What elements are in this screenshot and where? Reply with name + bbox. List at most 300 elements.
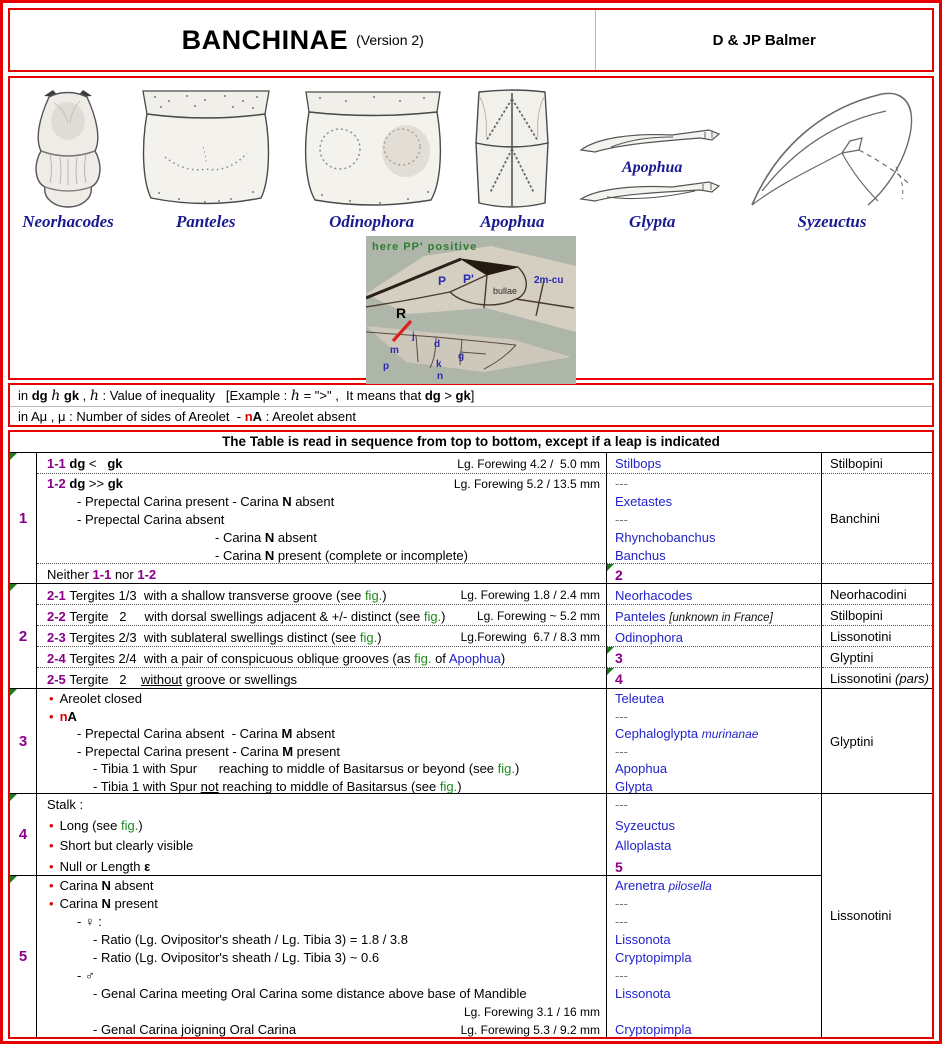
no-taxon-dash: --- [615, 708, 628, 724]
text: Stalk : [47, 797, 84, 812]
figure-syzeuctus [746, 89, 918, 232]
text: - Tibia 1 with Spur [93, 778, 201, 794]
bullet-icon: • [49, 858, 54, 874]
criteria-line [47, 931, 606, 949]
taxon-link[interactable]: Lissonota [615, 986, 671, 1001]
figure-row [10, 78, 932, 232]
taxa-line [615, 857, 821, 878]
taxa-line [615, 931, 821, 949]
criteria-line [47, 1003, 606, 1021]
taxa-line [615, 743, 821, 761]
text: ) [138, 817, 143, 833]
bullet-icon: • [49, 878, 54, 893]
comment-corner-marker [607, 647, 614, 654]
no-taxon-dash: --- [615, 512, 628, 527]
text: Tergites 2/3 with sublateral swellings distinct (see [69, 630, 360, 645]
text: : Value of inequality [Example : [98, 388, 291, 403]
criteria-cell [37, 667, 607, 688]
bullet-icon: • [49, 896, 54, 911]
text: - Ratio (Lg. Ovipositor's sheath / Lg. Tibia 3) = 1.8 / 3.8 [93, 932, 409, 947]
forewing-measure: Lg. Forewing 5.3 / 9.2 mm [460, 1023, 600, 1037]
taxa-cell [607, 473, 822, 563]
authors: D & JP Balmer [712, 31, 816, 49]
text: - Prepectal Carina present - Carina [77, 743, 283, 759]
vein-label-n: n [437, 371, 444, 382]
text: absent [110, 878, 154, 893]
key-number: 1-2 [47, 476, 70, 491]
text: - Prepectal Carina present - Carina [77, 494, 283, 509]
text: > [440, 388, 456, 403]
taxon-link[interactable]: Banchus [615, 548, 666, 563]
text: not [200, 778, 219, 794]
bullet-icon: • [49, 817, 54, 833]
forewing-measure: Lg. Forewing 4.2 / 5.0 mm [457, 457, 600, 471]
text: Tergites 2/4 with a pair of conspicuous oblique grooves (as [69, 651, 415, 666]
criteria-line [47, 669, 606, 690]
text: Glyptini [830, 649, 874, 665]
no-taxon-dash: --- [615, 743, 628, 759]
vein-label-2mcu: 2m-cu [534, 275, 564, 286]
comment-corner-marker [10, 689, 17, 696]
taxon-link[interactable]: Panteles [615, 609, 670, 624]
vein-label-p-prime: P' [463, 272, 474, 286]
tergite-drawing-icon [135, 89, 277, 211]
tribe-cell [822, 667, 932, 688]
text: A [67, 708, 77, 724]
text: dg [69, 476, 86, 491]
taxa-line [615, 708, 821, 726]
tribe-cell [822, 473, 932, 563]
fig-link[interactable]: fig. [359, 630, 378, 645]
taxon-link[interactable]: Stilbops [615, 456, 662, 471]
taxa-line [615, 895, 821, 913]
figure-label: Neorhacodes [22, 212, 114, 231]
criteria-line [47, 985, 606, 1003]
criteria-line [47, 493, 606, 511]
figure-label: Glypta [629, 212, 676, 231]
taxon-link[interactable]: Alloplasta [615, 838, 672, 853]
comment-corner-marker [10, 876, 17, 883]
notes-panel [8, 383, 934, 427]
criteria-cell [37, 625, 607, 646]
key-number: 2-4 [47, 651, 70, 666]
tribe-name [830, 511, 932, 526]
taxa-line [615, 493, 821, 511]
key-number: 2-3 [47, 630, 70, 645]
taxa-line [615, 836, 821, 857]
text: Areolet closed [59, 691, 142, 706]
criteria-cell [37, 646, 607, 667]
text: Null or Length [59, 858, 145, 874]
criteria-line [47, 877, 606, 895]
criteria-line [47, 913, 606, 931]
taxa-cell [607, 453, 822, 473]
taxa-line [615, 529, 821, 547]
text: N [264, 548, 275, 563]
text: N [264, 530, 275, 545]
leap-link[interactable]: 3 [615, 650, 623, 666]
taxa-line [615, 760, 821, 778]
vein-label-d: d [434, 339, 441, 350]
text: Short but clearly visible [59, 838, 194, 853]
text: without [140, 672, 183, 687]
tribe-name [830, 671, 932, 686]
criteria-line [47, 1021, 606, 1039]
criteria-line [47, 725, 606, 743]
taxon-link[interactable]: Lissonota [615, 932, 671, 947]
taxon-link[interactable]: Teleutea [615, 691, 665, 706]
criteria-line [47, 895, 606, 913]
text: N [101, 878, 111, 893]
taxon-link[interactable]: Cryptopimpla [615, 950, 692, 965]
text: - Carina [215, 530, 265, 545]
fig-link[interactable]: fig. [423, 609, 442, 624]
text: Glyptini [830, 733, 874, 749]
tribe-name [830, 587, 932, 602]
criteria-line [47, 836, 606, 857]
text: Neorhacodini [830, 586, 907, 602]
criteria-line [47, 857, 606, 878]
criteria-cell [37, 453, 607, 473]
leap-link[interactable]: 2 [615, 567, 623, 583]
text: h [51, 388, 61, 404]
text: dg [31, 388, 52, 403]
taxa-cell [607, 563, 822, 583]
text: , [79, 388, 90, 403]
taxa-line [615, 475, 821, 493]
taxa-line [615, 511, 821, 529]
text: reaching to middle of Basitarsus (see [218, 778, 440, 794]
bullet-icon: • [49, 708, 54, 724]
taxon-link[interactable]: Cephaloglypta [615, 726, 702, 741]
text: dg [424, 388, 441, 403]
text: ε [144, 858, 151, 874]
criteria-line [47, 565, 606, 585]
criteria-cell [37, 688, 607, 793]
text: Stilbopini [830, 607, 883, 623]
text: Lissonotini [830, 628, 892, 644]
criteria-cell [37, 473, 607, 563]
figures-panel [8, 76, 934, 380]
vein-label-k: k [436, 359, 442, 370]
text: present [293, 743, 341, 759]
text: ) [377, 630, 382, 645]
text: of [431, 651, 449, 666]
taxa-cell [607, 688, 822, 793]
no-taxon-dash: --- [615, 896, 628, 911]
text: absent [292, 726, 335, 741]
vein-label-j: j [412, 331, 415, 342]
no-taxon-dash: --- [615, 797, 628, 812]
tribe-cell [822, 793, 932, 1037]
criteria-line [47, 511, 606, 529]
text: A [252, 409, 263, 424]
text: nor [111, 567, 138, 582]
leap-link[interactable]: 4 [615, 671, 623, 687]
criteria-line [47, 606, 606, 627]
forewing-measure: Lg. Forewing 1.8 / 2.4 mm [460, 588, 600, 602]
text: absent [274, 530, 317, 545]
text: gk [107, 456, 123, 471]
text: : Areolet absent [262, 409, 356, 424]
taxa-line [615, 627, 821, 648]
taxon-link[interactable]: Exetastes [615, 494, 673, 509]
taxa-line [615, 795, 821, 816]
text: N [282, 494, 292, 509]
no-taxon-dash: --- [615, 968, 628, 983]
text: ) [457, 778, 462, 794]
text: ) [515, 761, 520, 776]
fig-link[interactable]: fig. [439, 778, 458, 794]
text: N [101, 896, 111, 911]
tribe-cell [822, 646, 932, 667]
tribe-cell [822, 563, 932, 583]
forewing-measure: Lg. Forewing 3.1 / 16 mm [463, 1005, 600, 1019]
text: Lissonotini [830, 908, 892, 923]
text: - Genal Carina joigning Oral Carina [93, 1022, 297, 1037]
wing-drawing-icon [746, 89, 918, 211]
text: (pars) [895, 670, 929, 686]
criteria-line [47, 795, 606, 816]
figure-sublabel: Apophua [621, 159, 683, 176]
taxa-line [615, 816, 821, 837]
text: ) [382, 588, 387, 603]
taxa-line [615, 648, 821, 669]
taxa-line [615, 454, 821, 474]
species-epithet-link[interactable]: murinanae [701, 727, 759, 741]
no-taxon-dash: --- [615, 914, 628, 929]
tergite-drawing-icon [296, 89, 448, 211]
text: gk [455, 388, 471, 403]
vein-label-bullae: bullae [493, 286, 518, 296]
text: Long (see [59, 817, 121, 833]
figure-label: Odinophora [329, 212, 415, 231]
text: Tergite 2 [69, 672, 141, 687]
comment-corner-marker [10, 584, 17, 591]
bullet-icon: • [49, 691, 54, 706]
criteria-cell [37, 875, 607, 1037]
figure-odinophora [296, 89, 448, 232]
taxa-cell [607, 604, 822, 625]
tergite-drawing-icon [20, 89, 116, 211]
tribe-name [830, 456, 932, 471]
forewing-measure: Lg.Forewing 6.7 / 8.3 mm [460, 630, 600, 644]
header-authors-cell [596, 10, 932, 70]
text: - Genal Carina meeting Oral Carina some distance above base of Mandible [93, 986, 527, 1001]
figure-glypta [577, 124, 727, 232]
criteria-line [47, 743, 606, 761]
taxon-link[interactable]: Glypta [615, 778, 653, 794]
taxa-line [615, 1003, 821, 1021]
taxa-line [615, 585, 821, 606]
criteria-line [47, 690, 606, 708]
text: h [89, 388, 99, 404]
criteria-line [47, 627, 606, 648]
version-label: (Version 2) [356, 32, 424, 48]
key-row-number: 2 [10, 583, 37, 688]
figure-apophua [466, 89, 558, 232]
figure-panteles [135, 89, 277, 232]
taxon-link[interactable]: Syzeuctus [615, 817, 675, 833]
leap-link[interactable]: 5 [615, 858, 623, 875]
criteria-cell [37, 793, 607, 875]
taxa-cell [607, 646, 822, 667]
text: present [110, 896, 158, 911]
figure-label: Apophua [480, 212, 545, 231]
page-title: BANCHINAE [181, 24, 349, 55]
tribe-name [830, 608, 932, 623]
text: present (complete or incomplete) [274, 548, 468, 563]
tribe-cell [822, 583, 932, 604]
taxa-line [615, 949, 821, 967]
criteria-line [47, 475, 606, 493]
taxa-line [615, 606, 821, 627]
fig-link[interactable]: fig. [414, 651, 432, 666]
header [8, 8, 934, 72]
taxa-cell [607, 793, 822, 875]
text: - Prepectal Carina absent - Carina [77, 726, 282, 741]
figure-label: Syzeuctus [797, 212, 867, 231]
tribe-name [830, 650, 932, 665]
header-title-cell [10, 10, 596, 70]
tribe-cell [822, 625, 932, 646]
no-taxon-dash: --- [615, 476, 628, 491]
criteria-line [47, 648, 606, 669]
comment-corner-marker [10, 794, 17, 801]
vein-label-p: P [438, 274, 447, 288]
taxa-line [615, 725, 821, 743]
text: Banchini [830, 511, 880, 526]
taxa-line [615, 565, 821, 585]
vein-label-r: R [396, 305, 407, 321]
taxa-cell [607, 583, 822, 604]
taxon-link[interactable]: Cryptopimpla [615, 1022, 692, 1037]
key-number: 1-1 [92, 567, 112, 582]
taxon-link[interactable]: Apophua [615, 761, 668, 776]
note-line-areolet [10, 407, 932, 427]
text: h [290, 388, 300, 404]
fig-link[interactable]: fig. [497, 761, 515, 776]
taxa-line [615, 913, 821, 931]
key-row-number: 3 [10, 688, 37, 793]
vein-label-m: m [390, 345, 399, 356]
leg-spur-drawing-icon [577, 124, 727, 158]
forewing-measure: Lg. Forewing 5.2 / 13.5 mm [453, 477, 600, 491]
vein-label-p2: p [383, 361, 390, 372]
taxa-cell [607, 667, 822, 688]
text: - ♂ [77, 968, 95, 983]
taxon-link[interactable]: Odinophora [615, 630, 683, 645]
bullet-icon: • [49, 838, 54, 853]
text: gk [107, 476, 123, 491]
fig-link[interactable]: fig. [364, 588, 383, 603]
text: - ♀ : [77, 914, 102, 929]
taxon-link[interactable]: Rhynchobanchus [615, 530, 716, 545]
taxa-line [615, 967, 821, 985]
forewing-measure: Lg. Forewing ~ 5.2 mm [476, 609, 600, 623]
taxa-line [615, 669, 821, 690]
tribe-name [830, 908, 932, 923]
vein-label-g: g [458, 351, 465, 362]
text: Carina [59, 878, 102, 893]
text: >> [85, 476, 108, 491]
comment-corner-marker [607, 668, 614, 675]
text: Stilbopini [830, 455, 883, 471]
text: ] [470, 388, 475, 403]
criteria-line [47, 760, 606, 778]
text: - Prepectal Carina absent [77, 512, 225, 527]
text: - Ratio (Lg. Ovipositor's sheath / Lg. Tibia 3) ~ 0.6 [93, 950, 380, 965]
key-number: 2-5 [47, 672, 70, 687]
criteria-cell [37, 604, 607, 625]
figure-neorhacodes [20, 89, 116, 232]
tribe-cell [822, 604, 932, 625]
key-number: 1-2 [137, 567, 157, 582]
text: n [59, 708, 68, 724]
tribe-name [830, 629, 932, 644]
text: = ">" , It means that [299, 388, 425, 403]
criteria-line [47, 967, 606, 985]
text: Tergites 1/3 with a shallow transverse groove (see [69, 588, 365, 603]
text: absent [291, 494, 335, 509]
key-number: 2-2 [47, 609, 70, 624]
comment-corner-marker [10, 453, 17, 460]
text: Lissonotini [830, 670, 896, 686]
text: in Aμ , μ : Number of sides of Areolet - [18, 409, 245, 424]
tribe-cell [822, 688, 932, 793]
figure-label: Panteles [176, 212, 236, 231]
key-row-number: 1 [10, 453, 37, 583]
note-line-inequality [10, 385, 932, 407]
text: gk [60, 388, 80, 403]
key-number: 1-1 [47, 456, 70, 471]
taxa-line [615, 877, 821, 895]
text: < [85, 456, 108, 471]
criteria-line [47, 708, 606, 726]
key-table-panel [8, 430, 934, 1039]
table-instructions: The Table is read in sequence from top to bottom, except if a leap is indicated [222, 434, 720, 449]
text: M [282, 743, 294, 759]
criteria-line [47, 816, 606, 837]
criteria-cell [37, 583, 607, 604]
criteria-line [47, 585, 606, 606]
text: in [18, 388, 32, 403]
taxa-line [615, 1021, 821, 1039]
tribe-name [830, 734, 932, 749]
taxon-link[interactable]: Apophua [448, 651, 501, 666]
taxa-line [615, 985, 821, 1003]
taxa-cell [607, 875, 822, 1037]
fig-link[interactable]: fig. [121, 817, 139, 833]
text: M [281, 726, 293, 741]
comment-corner-marker [607, 564, 614, 571]
key-row-number: 5 [10, 875, 37, 1037]
taxon-link[interactable]: Neorhacodes [615, 588, 693, 603]
taxa-cell [607, 625, 822, 646]
text: Tergite 2 with dorsal swellings adjacent & +/- distinct (see [69, 609, 424, 624]
taxon-link[interactable]: Arenetra [615, 878, 669, 893]
leg-spur-drawing-icon [577, 177, 727, 211]
criteria-line [47, 454, 606, 474]
text: ) [500, 651, 506, 666]
species-epithet-link[interactable]: pilosella [668, 879, 712, 893]
tribe-cell [822, 453, 932, 473]
text: Neither [47, 567, 93, 582]
criteria-cell [37, 563, 607, 583]
text: [unknown in France] [669, 612, 773, 624]
key-row-number: 4 [10, 793, 37, 875]
wing-photo [366, 236, 576, 384]
